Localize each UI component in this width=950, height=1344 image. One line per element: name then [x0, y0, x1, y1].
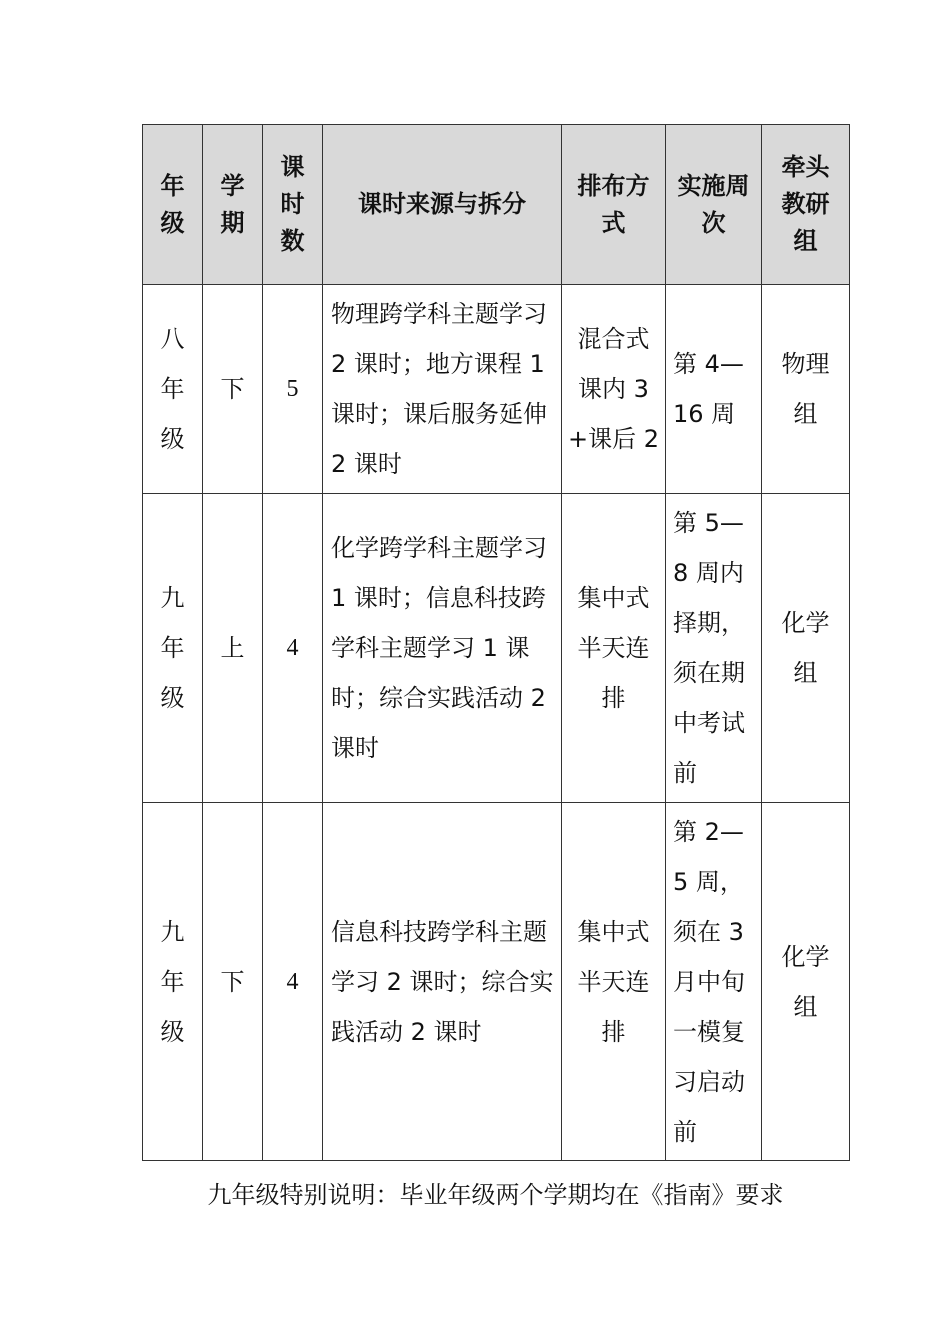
cell-hours: 5 [263, 285, 323, 494]
header-source: 课时来源与拆分 [323, 125, 562, 285]
cell-group: 物理组 [762, 285, 850, 494]
cell-weeks: 第 5—8 周内择期，须在期中考试前 [666, 494, 762, 803]
cell-grade: 八年级 [143, 285, 203, 494]
cell-weeks: 第 4—16 周 [666, 285, 762, 494]
cell-source: 信息科技跨学科主题学习 2 课时；综合实践活动 2 课时 [323, 803, 562, 1161]
cell-arrangement: 集中式半天连排 [562, 803, 666, 1161]
footnote-text: 九年级特别说明：毕业年级两个学期均在《指南》要求 [207, 1181, 784, 1209]
schedule-table [142, 124, 850, 1161]
cell-grade: 九年级 [143, 803, 203, 1161]
table-row [143, 285, 850, 494]
cell-hours: 4 [263, 803, 323, 1161]
header-weeks: 实施周次 [666, 125, 762, 285]
header-grade: 年级 [143, 125, 203, 285]
cell-source: 物理跨学科主题学习 2 课时；地方课程 1 课时；课后服务延伸 2 课时 [323, 285, 562, 494]
cell-hours: 4 [263, 494, 323, 803]
table-row [143, 494, 850, 803]
cell-arrangement: 混合式课内 3+课后 2 [562, 285, 666, 494]
cell-term: 上 [203, 494, 263, 803]
header-hours: 课时数 [263, 125, 323, 285]
cell-arrangement: 集中式半天连排 [562, 494, 666, 803]
cell-term: 下 [203, 803, 263, 1161]
table-row [143, 803, 850, 1161]
cell-grade: 九年级 [143, 494, 203, 803]
cell-term: 下 [203, 285, 263, 494]
cell-group: 化学组 [762, 494, 850, 803]
cell-group: 化学组 [762, 803, 850, 1161]
table-header-row [143, 125, 850, 285]
cell-source: 化学跨学科主题学习 1 课时；信息科技跨学科主题学习 1 课时；综合实践活动 2 课时 [323, 494, 562, 803]
cell-weeks: 第 2—5 周，须在 3 月中旬一模复习启动前 [666, 803, 762, 1161]
header-group: 牵头教研组 [762, 125, 850, 285]
header-arrangement: 排布方式 [562, 125, 666, 285]
header-term: 学期 [203, 125, 263, 285]
